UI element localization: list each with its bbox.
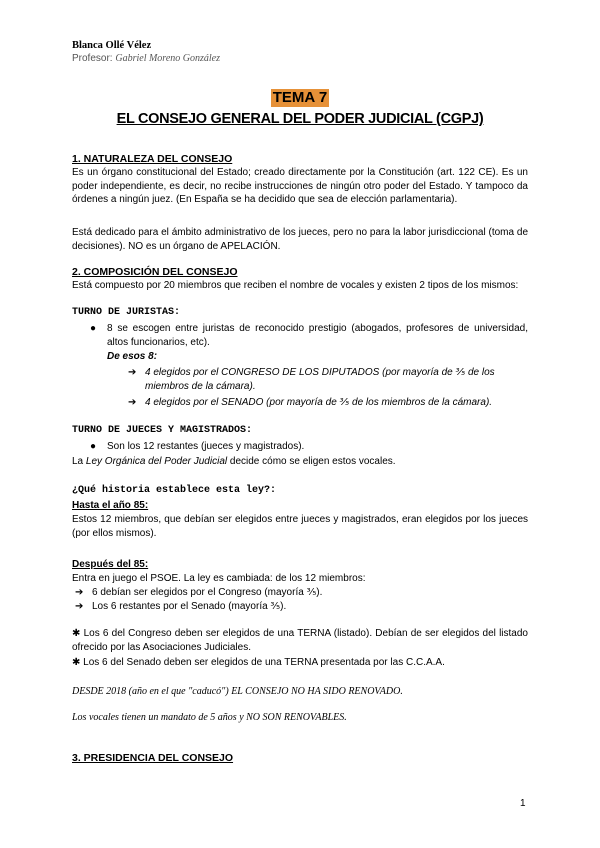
ley-suffix: decide cómo se eligen estos vocales.	[227, 456, 396, 467]
arrow-icon: ➔	[75, 587, 84, 598]
star-note-congreso: ✱ Los 6 del Congreso deben ser elegidos de una TERNA (listado). Debían de ser elegidos del listado ofrecido por las Asociaciones Judiciales.	[72, 628, 528, 653]
author-name: Blanca Ollé Vélez	[72, 40, 152, 51]
bullet-juristas	[90, 322, 528, 349]
star-note-senado: ✱ Los 6 del Senado deben ser elegidos de una TERNA presentada por las C.C.A.A.	[72, 657, 445, 668]
composicion-intro: Está compuesto por 20 miembros que reciben el nombre de vocales y existen 2 tipos de los mismos:	[72, 280, 519, 291]
historia-question: ¿Qué historia establece esta ley?:	[72, 485, 277, 496]
page-number: 1	[520, 798, 526, 809]
despues-85-heading	[72, 558, 528, 572]
turno-jueces-heading: TURNO DE JUECES Y MAGISTRADOS:	[72, 425, 253, 436]
arrow-item-senado	[128, 396, 528, 410]
naturaleza-paragraph-1: Es un órgano constitucional del Estado; creado directamente por la Constitución (art. 122 CE). Es un poder independiente, es decir, no recibe instrucciones de ningún otro poder del Estado. Y tampoco da órdenes a ningún juez. (En España se ha decidido que sea de elección parlamentaria).	[72, 167, 528, 205]
hasta-85-heading-text: Hasta el año 85:	[72, 500, 149, 511]
arrow-icon: ➔	[128, 397, 137, 408]
arrow-senado-text: 4 elegidos por el SENADO (por mayoría de ⅗ de los miembros de la cámara).	[145, 397, 493, 408]
professor-line	[72, 53, 220, 64]
arrow-congreso-text: 4 elegidos por el CONGRESO DE LOS DIPUTADOS (por mayoría de ⅗ de los miembros de la cámara).	[145, 367, 495, 392]
hasta-85-paragraph: Estos 12 miembros, que debían ser elegidos entre jueces y magistrados, eran elegidos por los jueces (por ellos mismos).	[72, 514, 528, 539]
naturaleza-paragraph-2: Está dedicado para el ámbito administrativo de los jueces, pero no para la labor jurisdiccional (toma de decisiones). NO es un órgano de APELACIÓN.	[72, 227, 528, 252]
arrow-icon: ➔	[75, 601, 84, 612]
bullet-dot-icon: ●	[90, 323, 97, 334]
despues-85-heading-text: Después del 85:	[72, 559, 149, 570]
professor-label: Profesor:	[72, 53, 113, 64]
turno-juristas-heading: TURNO DE JURISTAS:	[72, 307, 181, 318]
topic-label-wrap	[0, 89, 600, 107]
arrow-item-congreso	[128, 366, 528, 393]
desde-2018-note: DESDE 2018 (año en el que "caducó") EL CONSEJO NO HA SIDO RENOVADO.	[72, 686, 403, 697]
de-esos-heading: De esos 8:	[107, 351, 158, 362]
ley-name: Ley Orgánica del Poder Judicial	[85, 456, 228, 467]
vocales-mandato-note: Los vocales tienen un mandato de 5 años y NO SON RENOVABLES.	[72, 712, 347, 723]
bullet-jueces-text: Son los 12 restantes (jueces y magistrados).	[107, 441, 305, 452]
section-heading-composicion: 2. COMPOSICIÓN DEL CONSEJO	[72, 266, 238, 278]
document-title: EL CONSEJO GENERAL DEL PODER JUDICIAL (CGPJ)	[116, 111, 484, 127]
arrow-6-congreso-text: 6 debían ser elegidos por el Congreso (mayoría ⅗).	[92, 587, 323, 598]
bullet-jueces	[90, 440, 528, 454]
section-heading-naturaleza: 1. NATURALEZA DEL CONSEJO	[72, 153, 233, 165]
section-heading-presidencia: 3. PRESIDENCIA DEL CONSEJO	[72, 752, 234, 764]
bullet-juristas-text: 8 se escogen entre juristas de reconocido prestigio (abogados, profesores de universidad, altos funcionarios, etc).	[107, 323, 528, 348]
ley-prefix: La	[72, 456, 86, 467]
arrow-icon: ➔	[128, 367, 137, 378]
arrow-item-6-senado	[75, 600, 475, 614]
topic-label: TEMA 7	[272, 89, 328, 106]
hasta-85-heading	[72, 499, 528, 513]
arrow-item-6-congreso	[75, 586, 475, 600]
professor-name: Gabriel Moreno González	[115, 53, 220, 64]
ley-organica-line	[72, 455, 528, 469]
despues-85-paragraph: Entra en juego el PSOE. La ley es cambiada: de los 12 miembros:	[72, 573, 366, 584]
bullet-dot-icon: ●	[90, 441, 97, 452]
arrow-6-senado-text: Los 6 restantes por el Senado (mayoría ⅗).	[92, 601, 287, 612]
